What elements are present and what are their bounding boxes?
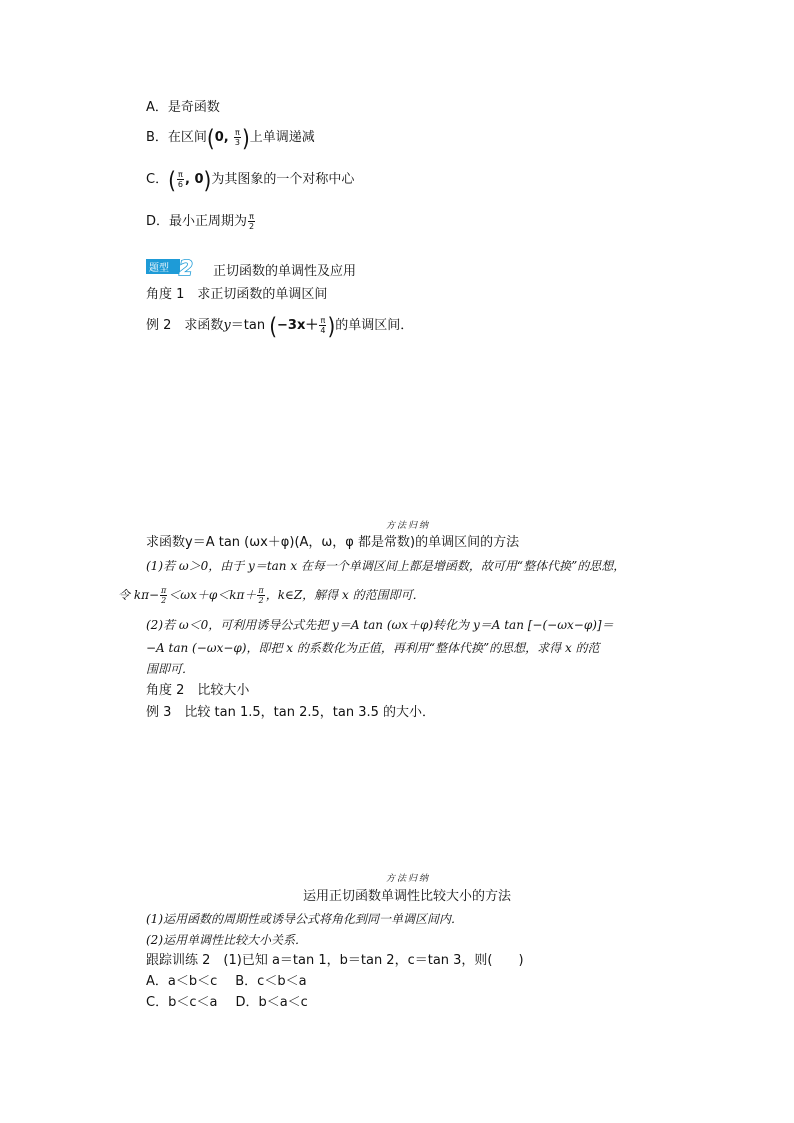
training-option-b: B．c＜b＜a xyxy=(235,974,307,989)
option-c-zero: , 0 xyxy=(184,172,204,187)
method-1-intro: 求函数y＝A tan (ωx＋φ)(A，ω，φ 都是常数)的单调区间的方法 xyxy=(146,535,520,550)
example-3: 例 3 比较 tan 1.5，tan 2.5，tan 3.5 的大小． xyxy=(146,705,435,720)
frac-num: π xyxy=(234,128,240,137)
frac-den: 2 xyxy=(249,222,255,231)
option-d-prefix: D．最小正周期为 xyxy=(146,214,248,229)
training-option-a: A．a＜b＜c xyxy=(146,974,218,989)
option-c xyxy=(146,165,355,194)
paren-close: ) xyxy=(203,165,212,194)
ex2-prefix: 例 2 求函数 xyxy=(146,318,224,333)
frac-den: 6 xyxy=(177,180,183,189)
frac-num: π xyxy=(161,586,167,595)
option-d xyxy=(146,212,256,231)
angle-2-heading: 角度 2 比较大小 xyxy=(146,683,250,698)
paren-close: ) xyxy=(241,123,250,152)
frac-num: π xyxy=(320,316,326,325)
paren-open: ( xyxy=(206,123,215,152)
paren-open: ( xyxy=(168,165,176,194)
method-heading-1: 方法归纳 xyxy=(386,521,431,531)
frac-den: 2 xyxy=(161,596,167,605)
training-question: 跟踪训练 2 (1)已知 a＝tan 1，b＝tan 2，c＝tan 3，则( ) xyxy=(146,953,524,968)
method-2-step-2: (2)运用单调性比较大小关系． xyxy=(146,933,307,947)
method-heading-2: 方法归纳 xyxy=(386,874,431,884)
paren-open: ( xyxy=(269,311,278,340)
frac-num: π xyxy=(258,586,264,595)
option-b-suffix: 上单调递减 xyxy=(249,130,315,145)
ex2-suffix: 的单调区间． xyxy=(335,318,414,333)
ex2-y: y xyxy=(223,318,231,333)
fraction-pi-6 xyxy=(177,170,184,189)
m1-l3-mid: ＜ωx＋φ＜kπ＋ xyxy=(168,588,257,602)
fraction-pi-2 xyxy=(160,586,167,605)
method-1-step-1-cont xyxy=(118,586,425,605)
m1-l3-pre: 令 kπ− xyxy=(118,588,160,602)
fraction-pi-2 xyxy=(257,586,264,605)
option-c-suffix: 为其图象的一个对称中心 xyxy=(211,172,355,187)
training-option-d: D．b＜a＜c xyxy=(235,995,308,1010)
training-options-row-2 xyxy=(146,994,308,1012)
example-2 xyxy=(146,311,414,340)
ex2-eq: ＝tan xyxy=(230,318,266,333)
fraction-pi-4 xyxy=(319,316,326,335)
method-1-step-2-end: 围即可． xyxy=(146,662,195,676)
badge-label: 题型 xyxy=(149,263,169,274)
m1-l3-post: ，k∈Z，解得 x 的范围即可． xyxy=(265,588,425,602)
ex2-inner: −3x＋ xyxy=(277,318,319,333)
fraction-pi-3 xyxy=(234,128,241,147)
option-b xyxy=(146,123,315,152)
frac-den: 2 xyxy=(258,596,264,605)
frac-num: π xyxy=(249,212,254,221)
frac-den: 4 xyxy=(320,326,326,335)
badge-number: 2 xyxy=(179,256,193,276)
topic-badge-icon xyxy=(146,256,201,276)
method-2-step-1: (1)运用函数的周期性或诱导公式将角化到同一单调区间内． xyxy=(146,912,464,926)
method-2-title: 运用正切函数单调性比较大小的方法 xyxy=(303,889,512,904)
angle-1-heading: 角度 1 求正切函数的单调区间 xyxy=(146,287,328,302)
method-1-step-1: (1)若 ω＞0，由于 y＝tan x 在每一个单调区间上都是增函数，故可用“整体代换”的思想， xyxy=(146,559,626,573)
method-1-step-2: (2)若 ω＜0，可利用诱导公式先把 y＝A tan (ωx＋φ)转化为 y＝A tan [−(−ωx−φ)]＝ xyxy=(146,618,614,632)
section-title: 正切函数的单调性及应用 xyxy=(213,264,357,279)
frac-den: 3 xyxy=(234,138,240,147)
training-options-row-1 xyxy=(146,973,307,991)
paren-close: ) xyxy=(327,311,336,340)
option-a: A．是奇函数 xyxy=(146,100,220,115)
method-1-step-2-cont: −A tan (−ωx−φ)，即把 x 的系数化为正值，再利用“整体代换”的思想，求得 x 的范 xyxy=(146,641,600,655)
fraction-pi-2 xyxy=(248,212,255,231)
training-option-c: C．b＜c＜a xyxy=(146,995,218,1010)
option-c-prefix: C． xyxy=(146,172,169,187)
option-b-prefix: B．在区间 xyxy=(146,130,207,145)
option-b-zero: 0, xyxy=(214,130,229,145)
frac-num: π xyxy=(178,170,183,179)
